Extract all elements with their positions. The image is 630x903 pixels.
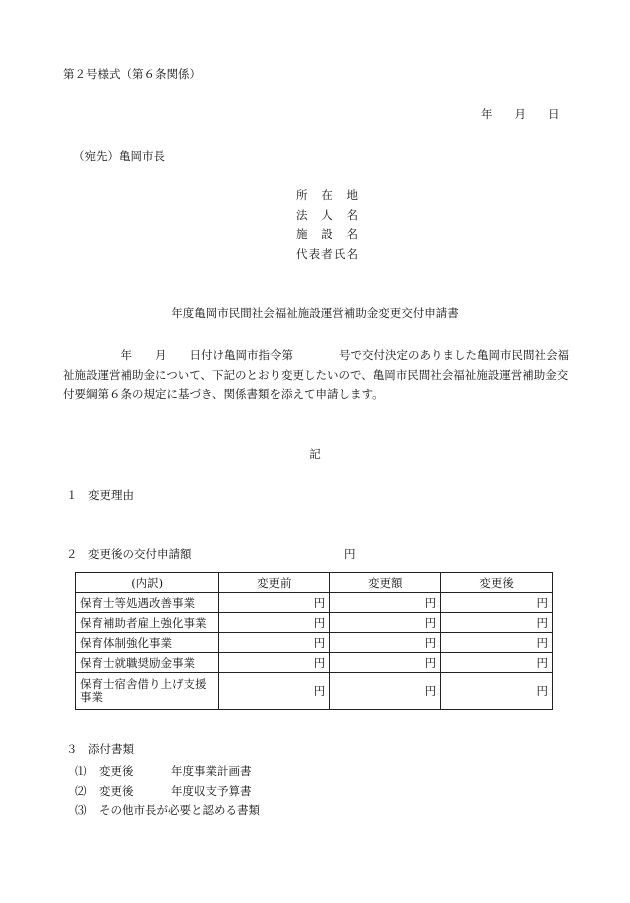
row-diff: 円 bbox=[330, 673, 441, 710]
date-month: 月 bbox=[514, 107, 526, 121]
applicant-block bbox=[296, 186, 358, 264]
date-day: 日 bbox=[548, 107, 560, 121]
attachment-number: ⑶ bbox=[75, 803, 87, 817]
row-diff: 円 bbox=[330, 613, 441, 633]
table-row bbox=[76, 593, 553, 613]
row-after: 円 bbox=[441, 613, 553, 633]
row-after: 円 bbox=[441, 673, 553, 710]
row-before: 円 bbox=[219, 613, 330, 633]
row-item: 保育補助者雇上強化事業 bbox=[76, 613, 219, 633]
section-1-number: １ bbox=[66, 488, 78, 502]
attachment-list bbox=[75, 762, 260, 821]
section-2-unit: 円 bbox=[344, 547, 356, 561]
row-item: 保育士就職奨励金事業 bbox=[76, 653, 219, 673]
attachment-a: 変更後 bbox=[99, 783, 134, 798]
body-paragraph: 年 月 日付け亀岡市指令第 号で交付決定のありました亀岡市民間社会福祉施設運営補助金について、下記のとおり変更したいので、亀岡市民間社会福祉施設運営補助金交付要綱第６条の規定に基づき、関係書類を添えて申請します。 bbox=[63, 348, 569, 401]
attachment-a: 変更後 bbox=[99, 764, 134, 778]
row-after: 円 bbox=[441, 593, 553, 613]
row-after: 円 bbox=[441, 653, 553, 673]
section-3-number: ３ bbox=[66, 742, 78, 756]
header-before: 変更前 bbox=[219, 573, 330, 593]
header-breakdown: (内訳) bbox=[76, 573, 219, 593]
section-2-number: ２ bbox=[66, 547, 78, 561]
attachment-a: その他市長が必要と認める書類 bbox=[99, 803, 260, 817]
row-item: 保育士等処遇改善事業 bbox=[76, 593, 219, 613]
row-before: 円 bbox=[219, 653, 330, 673]
addressee: （宛先）亀岡市長 bbox=[73, 149, 165, 163]
row-diff: 円 bbox=[330, 633, 441, 653]
date-year: 年 bbox=[481, 107, 493, 121]
list-item bbox=[75, 801, 260, 821]
header-diff: 変更額 bbox=[330, 573, 441, 593]
field-corporation: 法人名 bbox=[296, 207, 358, 222]
section-3-heading bbox=[66, 741, 134, 757]
date-line bbox=[481, 106, 560, 122]
table-header-row bbox=[76, 573, 553, 593]
header-after: 変更後 bbox=[441, 573, 553, 593]
row-item: 保育体制強化事業 bbox=[76, 633, 219, 653]
table-row bbox=[76, 673, 553, 710]
section-3-label: 添付書類 bbox=[88, 742, 134, 756]
row-after: 円 bbox=[441, 633, 553, 653]
row-before: 円 bbox=[219, 593, 330, 613]
ki-heading: 記 bbox=[309, 447, 321, 461]
table-row bbox=[76, 613, 553, 633]
field-facility: 施設名 bbox=[296, 227, 358, 241]
row-diff: 円 bbox=[330, 653, 441, 673]
breakdown-table bbox=[75, 572, 553, 710]
table-row bbox=[76, 633, 553, 653]
section-2-heading bbox=[66, 546, 356, 562]
attachment-b: 年度事業計画書 bbox=[171, 764, 252, 778]
attachment-number: ⑴ bbox=[75, 764, 87, 778]
table-row bbox=[76, 653, 553, 673]
field-representative: 代表者氏名 bbox=[296, 246, 358, 261]
row-item: 保育士宿舎借り上げ支援事業 bbox=[76, 673, 219, 710]
section-2-label: 変更後の交付申請額 bbox=[88, 547, 192, 561]
section-1-label: 変更理由 bbox=[88, 488, 134, 502]
form-number: 第２号様式（第６条関係） bbox=[63, 67, 201, 81]
section-1-heading bbox=[66, 487, 134, 503]
row-before: 円 bbox=[219, 633, 330, 653]
attachment-b: 年度収支予算書 bbox=[171, 783, 252, 798]
row-diff: 円 bbox=[330, 593, 441, 613]
field-address: 所在地 bbox=[296, 188, 358, 202]
list-item bbox=[75, 762, 260, 782]
attachment-number: ⑵ bbox=[75, 783, 87, 798]
list-item bbox=[75, 782, 260, 802]
row-before: 円 bbox=[219, 673, 330, 710]
document-title: 年度亀岡市民間社会福祉施設運営補助金変更交付申請書 bbox=[171, 306, 459, 320]
